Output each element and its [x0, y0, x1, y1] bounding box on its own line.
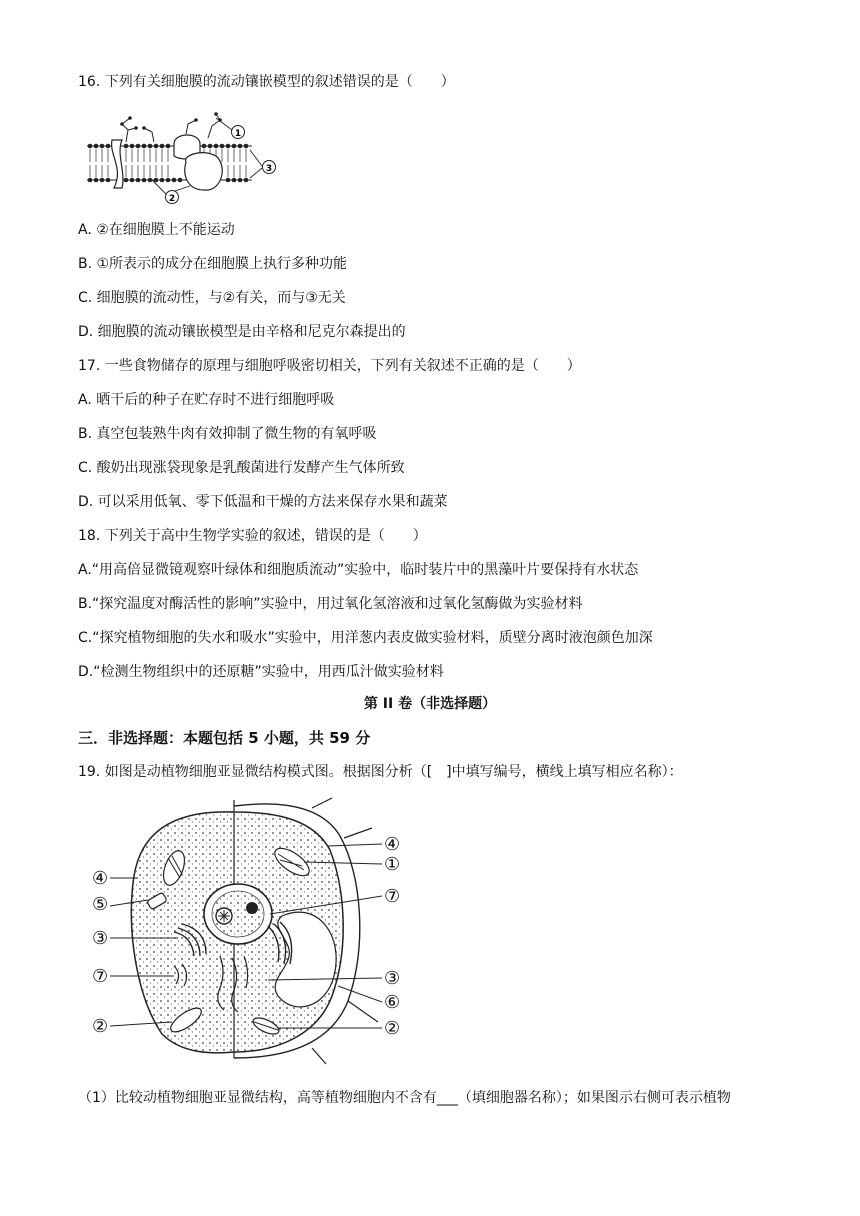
- q16-option-c: C. 细胞膜的流动性，与②有关，而与③无关: [78, 290, 346, 306]
- q17-option-d: D. 可以采用低氧、零下低温和干燥的方法来保存水果和蔬菜: [78, 494, 448, 510]
- q18-option-d: D.“检测生物组织中的还原糖”实验中，用西瓜汁做实验材料: [78, 664, 444, 680]
- svg-text:1: 1: [234, 129, 242, 139]
- q19-stem: 19. 如图是动植物细胞亚显微结构模式图。根据图分析（[ ]中填写编号，横线上填写相应名称）：: [78, 764, 683, 780]
- q17-stem: 17. 一些食物储存的原理与细胞呼吸密切相关，下列有关叙述不正确的是（ ）: [78, 358, 581, 374]
- section3-title: 三．非选择题：本题包括 5 小题，共 59 分: [78, 729, 371, 747]
- fig-label-right-1: ①: [384, 854, 401, 875]
- q18-stem: 18. 下列关于高中生物学实验的叙述，错误的是（ ）: [78, 528, 427, 544]
- fig-label-left-4: ④: [92, 868, 109, 889]
- fig-label-right-6: ⑥: [384, 992, 401, 1013]
- fig-label-right-3: ③: [384, 968, 401, 989]
- q16-option-a: A. ②在细胞膜上不能运动: [78, 222, 235, 238]
- q17-option-c: C. 酸奶出现涨袋现象是乳酸菌进行发酵产生气体所致: [78, 460, 405, 476]
- q18-option-c: C.“探究植物细胞的失水和吸水”实验中，用洋葱内表皮做实验材料，质壁分离时液泡颜色加深: [78, 630, 653, 646]
- q17-option-b: B. 真空包装熟牛肉有效抑制了微生物的有氧呼吸: [78, 426, 377, 442]
- nucleolus: [246, 902, 258, 914]
- q16-option-b: B. ①所表示的成分在细胞膜上执行多种功能: [78, 256, 348, 272]
- fig-label-left-7: ⑦: [92, 966, 109, 987]
- fig-label-left-5: ⑤: [92, 894, 109, 915]
- q18-option-b: B.“探究温度对酶活性的影响”实验中，用过氧化氢溶液和过氧化氢酶做为实验材料: [78, 596, 583, 612]
- q19-sub1: （1）比较动植物细胞亚显微结构，高等植物细胞内不含有___（填细胞器名称）；如果图示右侧可表示植物: [78, 1090, 731, 1106]
- embedded-protein: [185, 153, 222, 190]
- fig-label-right-7: ⑦: [384, 886, 401, 907]
- label-circle-2: [166, 191, 179, 205]
- cell-ultrastructure-figure: [82, 796, 412, 1066]
- svg-text:3: 3: [265, 164, 273, 174]
- cell-membrane-figure: [82, 110, 282, 206]
- fig-label-right-4: ④: [384, 834, 401, 855]
- label-circle-3: [263, 161, 276, 175]
- q16-option-d: D. 细胞膜的流动镶嵌模型是由辛格和尼克尔森提出的: [78, 324, 406, 340]
- part2-title: 第 II 卷（非选择题）: [363, 696, 497, 712]
- q18-option-a: A.“用高倍显微镜观察叶绿体和细胞质流动”实验中，临时装片中的黑藻叶片要保持有水状态: [78, 562, 639, 578]
- fig-label-right-2: ②: [384, 1018, 401, 1039]
- label-circle-1: [232, 126, 245, 140]
- svg-text:2: 2: [168, 194, 176, 204]
- transmembrane-protein: [112, 140, 123, 188]
- fig-label-left-3: ③: [92, 928, 109, 949]
- q17-option-a: A. 晒干后的种子在贮存时不进行细胞呼吸: [78, 392, 335, 408]
- fig-label-left-2: ②: [92, 1016, 109, 1037]
- q16-stem: 16. 下列有关细胞膜的流动镶嵌模型的叙述错误的是（ ）: [78, 74, 455, 90]
